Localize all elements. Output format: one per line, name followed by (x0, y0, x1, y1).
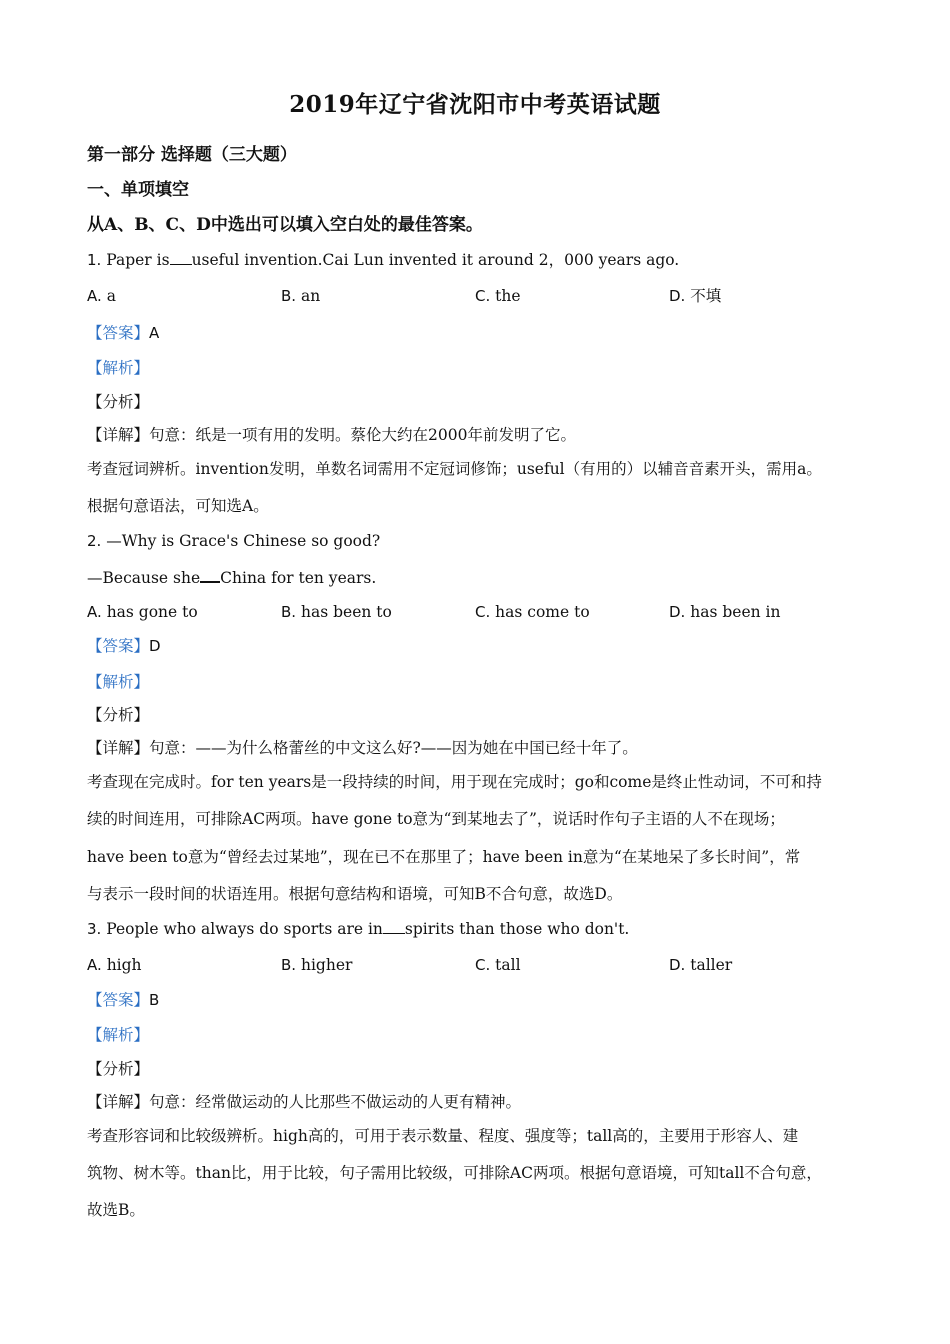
explanation-line: 续的时间连用，可排除AC两项。have gone to意为“到某地去了”，说话时作句子主语的人不在现场； (87, 810, 785, 828)
question-2-stem: 2. —Why is Grace's Chinese so good? (87, 532, 381, 550)
option-d: D. taller (669, 956, 733, 974)
analysis-label: 【解析】 (87, 1026, 150, 1044)
section-heading: 一、单项填空 (87, 180, 189, 200)
explanation-line: have been to意为“曾经去过某地”，现在已不在那里了；have been in意为“在某地呆了多长时间”，常 (87, 848, 801, 866)
option-b: B. has been to (281, 603, 392, 621)
explanation-line: 根据句意语法，可知选A。 (87, 497, 269, 515)
blank-line (170, 250, 192, 265)
answer-value: A (149, 324, 160, 342)
fenxi-label: 【分析】 (87, 706, 150, 724)
question-number: 1. (87, 251, 102, 269)
explanation-line: 故选B。 (87, 1201, 145, 1219)
option-a: A. a (87, 287, 116, 305)
explanation-line: 考查现在完成时。for ten years是一段持续的时间，用于现在完成时；go和come是终止性动词，不可和持 (87, 773, 822, 791)
page-title: 2019年辽宁省沈阳市中考英语试题 (289, 91, 661, 118)
detail-text: 【详解】句意：——为什么格蕾丝的中文这么好?——因为她在中国已经十年了。 (87, 739, 638, 757)
question-3-stem: 3. People who always do sports are in spirits than those who don't. (87, 920, 630, 938)
answer-value: B (149, 991, 160, 1009)
detail-text: 【详解】句意：经常做运动的人比那些不做运动的人更有精神。 (87, 1093, 522, 1111)
question-1-stem: 1. Paper is useful invention.Cai Lun invented it around 2，000 years ago. (87, 251, 680, 269)
option-d: D. has been in (669, 603, 781, 621)
analysis-label: 【解析】 (87, 673, 150, 691)
explanation-line: 考查形容词和比较级辨析。high高的，可用于表示数量、程度、强度等；tall高的，主要用于形容人、建 (87, 1127, 799, 1145)
option-b: B. higher (281, 956, 353, 974)
answer-value: D (149, 637, 161, 655)
option-c: C. has come to (475, 603, 590, 621)
question-2-stem-2: —Because she China for ten years. (87, 569, 377, 587)
explanation-line: 与表示一段时间的状语连用。根据句意结构和语境，可知B不合句意，故选D。 (87, 885, 623, 903)
question-number: 3. (87, 920, 102, 938)
part-heading: 第一部分 选择题（三大题） (87, 145, 297, 165)
blank-line (200, 567, 220, 583)
instruction-text: 从A、B、C、D中选出可以填入空白处的最佳答案。 (87, 215, 483, 235)
answer-line: 【答案】A (87, 324, 160, 342)
option-c: C. the (475, 287, 521, 305)
answer-line: 【答案】B (87, 991, 160, 1009)
blank-line (383, 919, 405, 934)
option-c: C. tall (475, 956, 521, 974)
analysis-label: 【解析】 (87, 359, 150, 377)
option-a: A. high (87, 956, 142, 974)
question-number: 2. (87, 532, 102, 550)
option-d: D. 不填 (669, 287, 722, 305)
fenxi-label: 【分析】 (87, 393, 150, 411)
answer-line: 【答案】D (87, 637, 161, 655)
option-b: B. an (281, 287, 321, 305)
option-a: A. has gone to (87, 603, 198, 621)
explanation-line: 筑物、树木等。than比，用于比较，句子需用比较级，可排除AC两项。根据句意语境，可知tall不合句意， (87, 1164, 822, 1182)
explanation-line: 考查冠词辨析。invention发明，单数名词需用不定冠词修饰；useful（有用的）以辅音音素开头，需用a。 (87, 460, 822, 478)
detail-text: 【详解】句意：纸是一项有用的发明。蔡伦大约在2000年前发明了它。 (87, 426, 576, 444)
fenxi-label: 【分析】 (87, 1060, 150, 1078)
